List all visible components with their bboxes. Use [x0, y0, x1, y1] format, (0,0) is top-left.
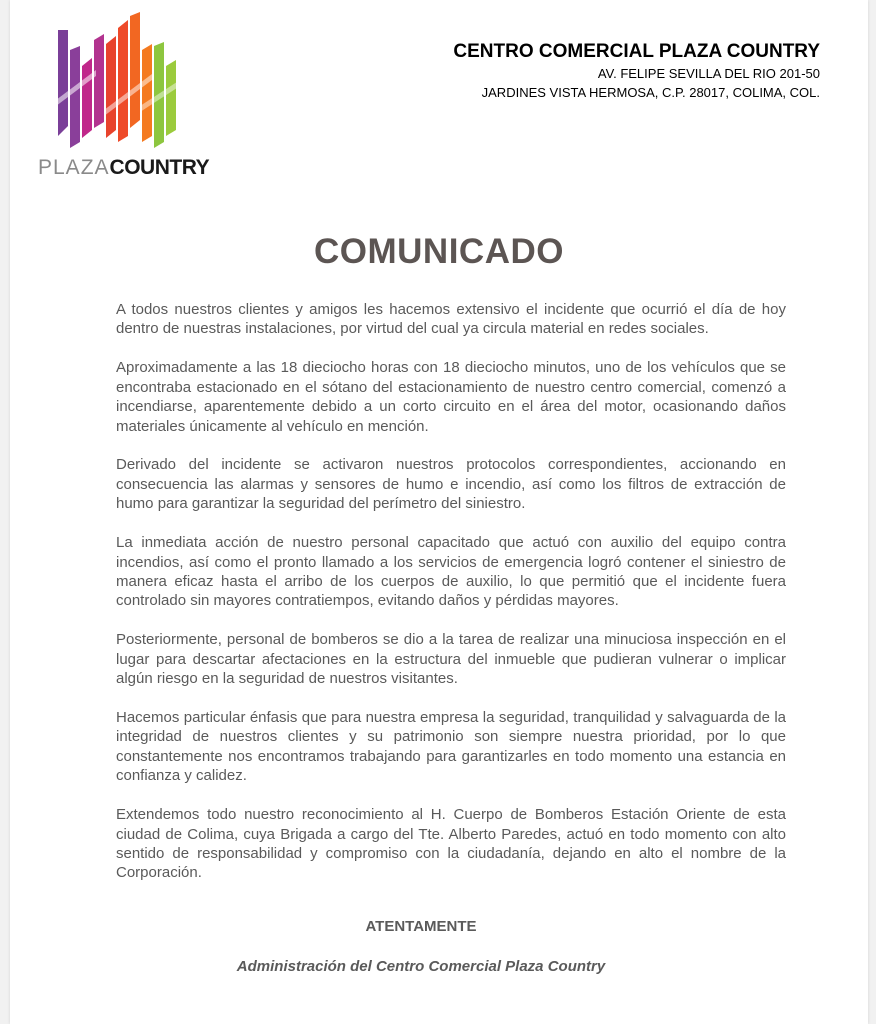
paragraph: A todos nuestros clientes y amigos les hacemos extensivo el incidente que ocurrió el día de hoy dentro de nuestras instalaciones, por virtud del cual ya circula material en redes sociales.: [116, 301, 786, 338]
paragraph: Posteriormente, personal de bomberos se dio a la tarea de realizar una minuciosa inspección en el lugar para descartar afectaciones en la estructura del inmueble que pudieran vulnerar o implicar algún riesgo en la seguridad de nuestros visitantes.: [116, 631, 786, 688]
page-title: COMUNICADO: [314, 232, 564, 271]
plaza-country-logo: [38, 10, 210, 180]
logo-wordmark: [38, 156, 210, 180]
signature-line: Administración del Centro Comercial Plaza Country: [236, 958, 606, 975]
letterhead: [453, 40, 820, 102]
paragraph: La inmediata acción de nuestro personal capacitado que actuó con auxilio del equipo contra incendios, así como el pronto llamado a los servicios de emergencia logró contener el siniestro de manera eficaz hasta el arribo de los cuerpos de auxilio, lo que permitió que el incidente fuera controlado sin mayores contratiempos, evitando daños y pérdidas mayores.: [116, 534, 786, 610]
address-line-2: JARDINES VISTA HERMOSA, C.P. 28017, COLIMA, COL.: [481, 85, 820, 100]
logo-bars-graphic: [56, 10, 186, 150]
company-name: CENTRO COMERCIAL PLAZA COUNTRY: [453, 41, 820, 62]
closing-label: ATENTAMENTE: [365, 918, 477, 935]
paragraph: Aproximadamente a las 18 dieciocho horas con 18 dieciocho minutos, uno de los vehículos que se encontraba estacionado en el sótano del estacionamiento de nuestro centro comercial, comenzó a incendiarse, aparentemente debido a un corto circuito en el área del motor, ocasionando daños materiales únicamente al vehículo en mención.: [116, 359, 786, 435]
paragraph: Hacemos particular énfasis que para nuestra empresa la seguridad, tranquilidad y salvaguarda de la integridad de nuestros clientes y su patrimonio son siempre nuestra prioridad, por lo que constantemente nos encontramos trabajando para garantizarles en todo momento una estancia en confianza y calidez.: [116, 709, 786, 785]
paragraph: Derivado del incidente se activaron nuestros protocolos correspondientes, accionando en consecuencia las alarmas y sensores de humo e incendio, así como los filtros de extracción de humo para garantizar la seguridad del perímetro del siniestro.: [116, 456, 786, 513]
logo-text-plaza: PLAZA: [38, 156, 110, 179]
logo-text-country: COUNTRY: [109, 156, 210, 179]
document-page: [10, 0, 868, 1024]
statement-body: [116, 300, 786, 902]
address-line-1: AV. FELIPE SEVILLA DEL RIO 201-50: [597, 66, 820, 81]
paragraph: Extendemos todo nuestro reconocimiento al H. Cuerpo de Bomberos Estación Oriente de esta ciudad de Colima, cuya Brigada a cargo del Tte. Alberto Paredes, actuó en todo momento con alto sentido de responsabilidad y compromiso con la ciudadanía, dejando en alto el nombre de la Corporación.: [116, 806, 786, 882]
